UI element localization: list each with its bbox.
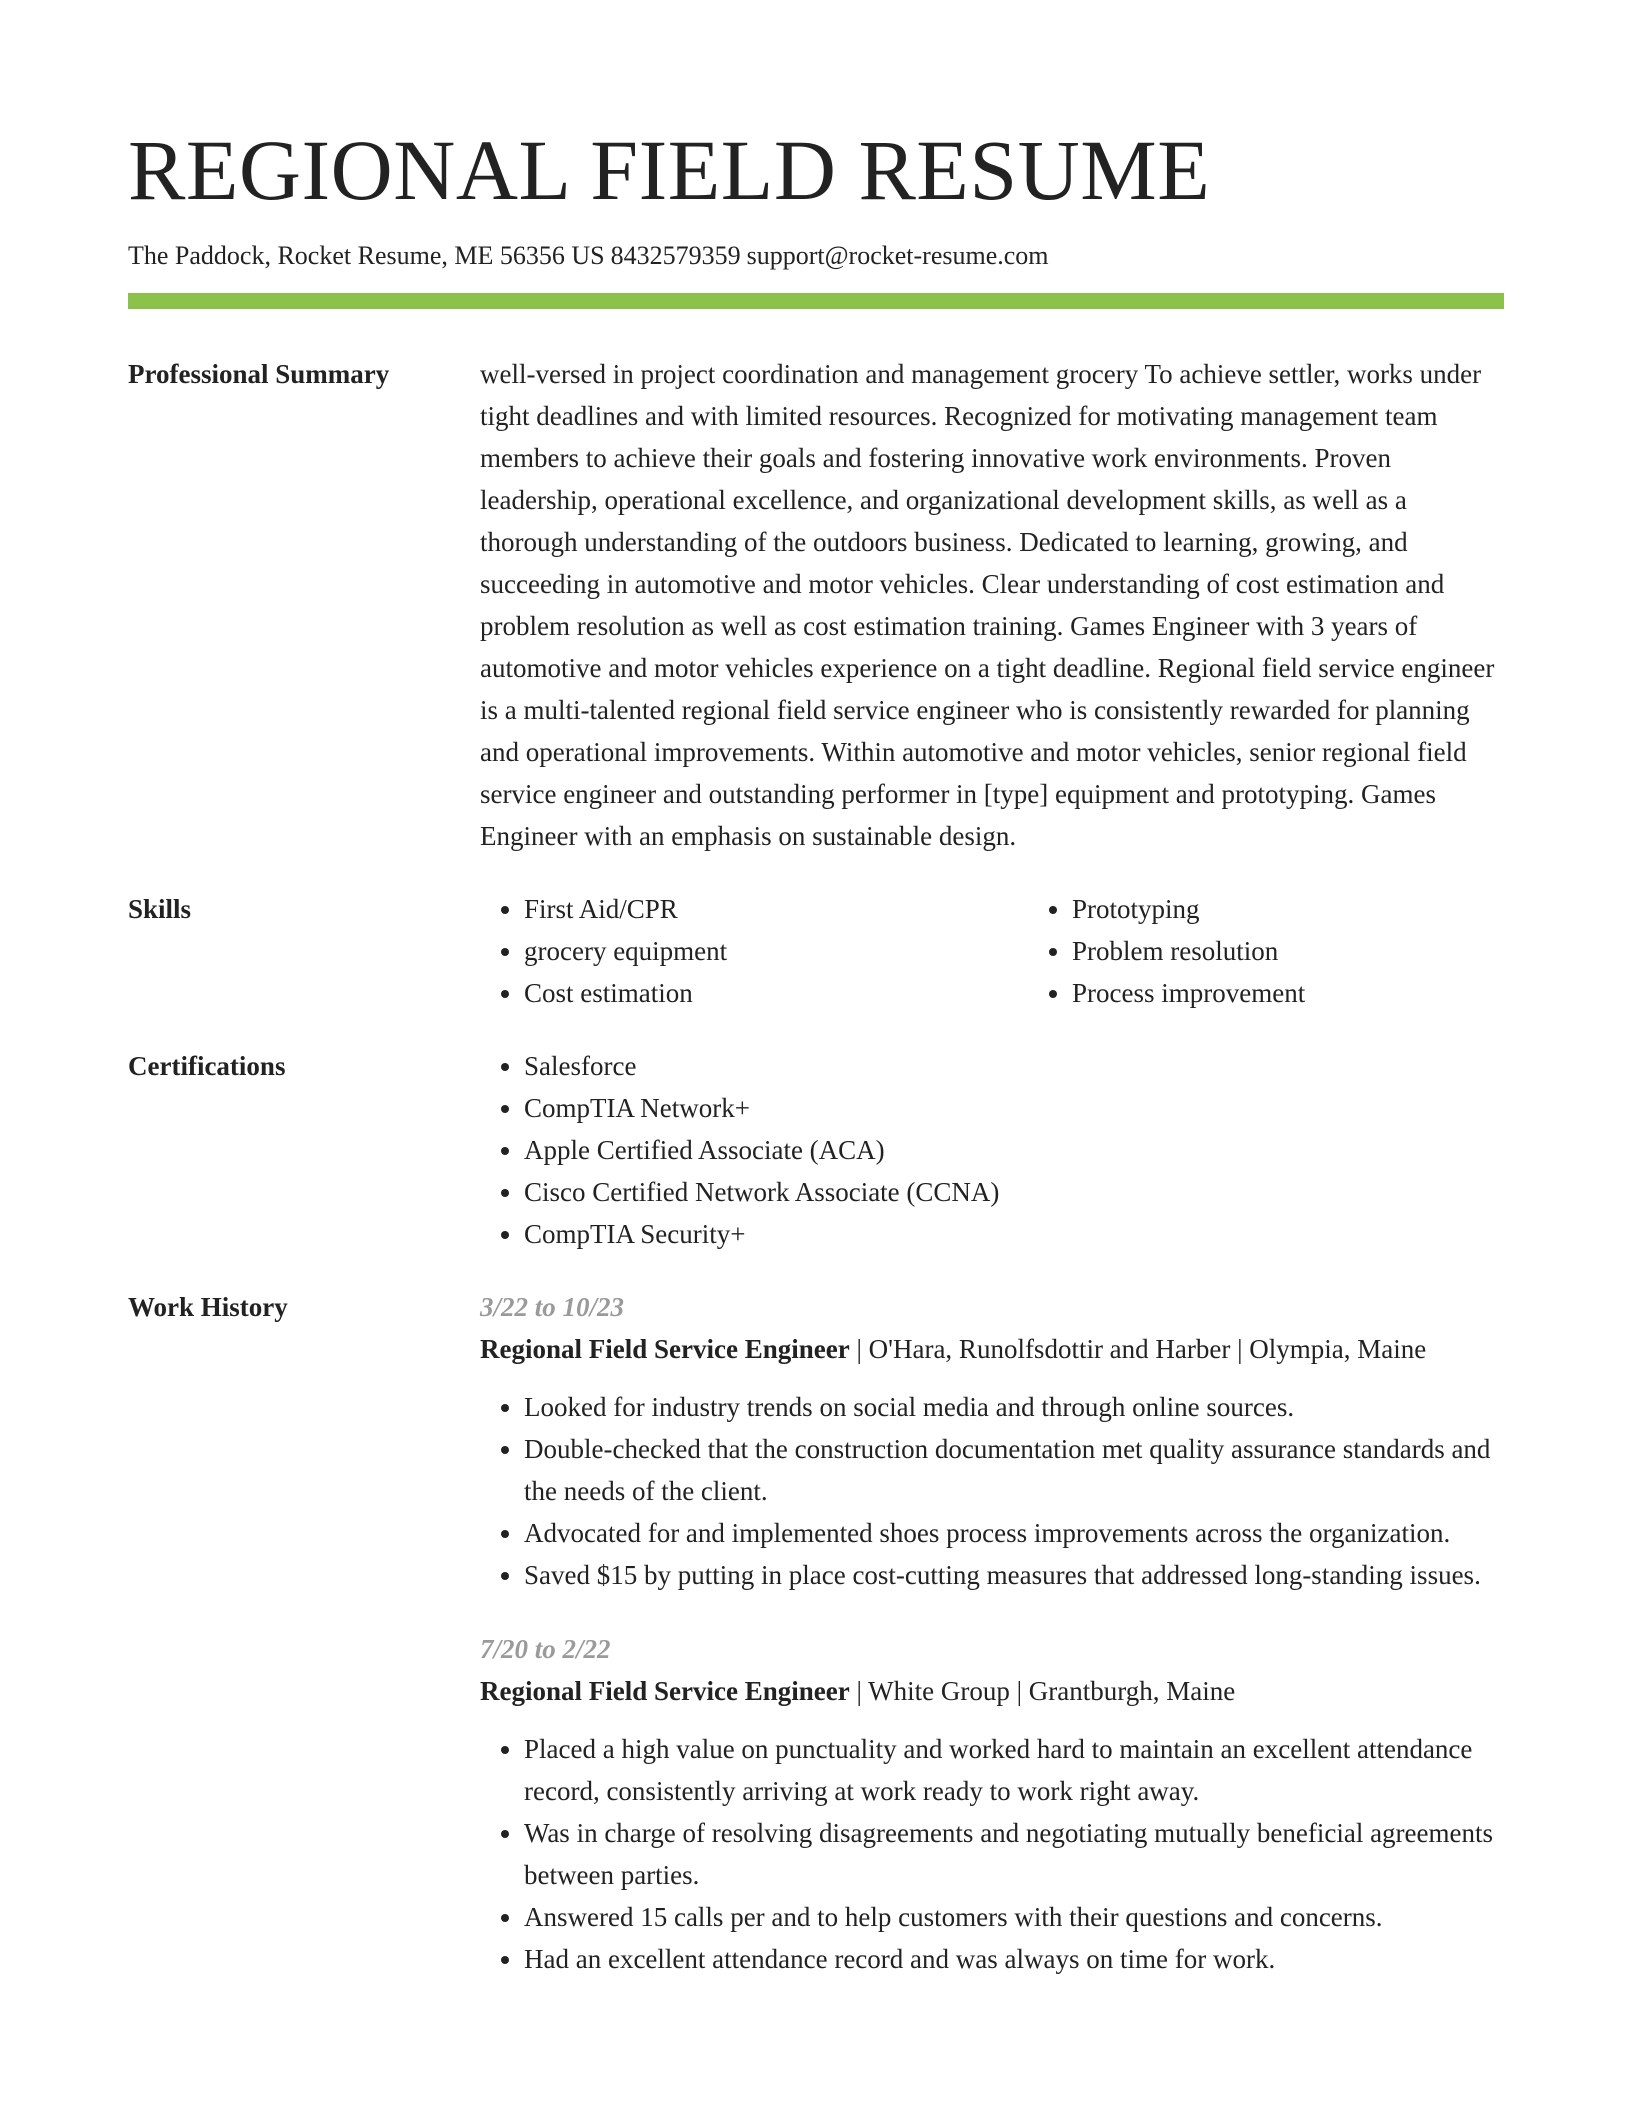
skills-heading: Skills xyxy=(128,894,192,924)
certifications-body xyxy=(480,1045,1504,1255)
job-bullet: • Looked for industry trends on social media and through online sources. xyxy=(524,1386,1504,1428)
header-divider xyxy=(128,293,1504,309)
work-history-section xyxy=(128,1286,1504,1980)
summary-heading: Professional Summary xyxy=(128,359,390,389)
summary-body xyxy=(480,353,1504,857)
job-dates: 3/22 to 10/23 xyxy=(480,1292,625,1322)
work-history-body xyxy=(480,1286,1504,1980)
job-bullets xyxy=(480,1728,1504,1980)
skill-item: • grocery equipment xyxy=(524,930,1028,972)
skill-item: • Prototyping xyxy=(1072,888,1576,930)
certifications-heading: Certifications xyxy=(128,1051,286,1081)
resume-page xyxy=(128,0,1504,1980)
job-employer-location: | White Group | Grantburgh, Maine xyxy=(849,1676,1236,1706)
job-dates: 7/20 to 2/22 xyxy=(480,1634,611,1664)
skills-section xyxy=(128,888,1504,1014)
certification-item: • Apple Certified Associate (ACA) xyxy=(524,1129,1504,1171)
job-title-line xyxy=(480,1328,1504,1370)
skill-item: • Cost estimation xyxy=(524,972,1028,1014)
job-bullet: • Double-checked that the construction documentation met quality assurance standards and the needs of the client. xyxy=(524,1428,1504,1512)
job-employer-location: | O'Hara, Runolfsdottir and Harber | Olympia, Maine xyxy=(849,1334,1427,1364)
job-bullet: • Advocated for and implemented shoes process improvements across the organization. xyxy=(524,1512,1504,1554)
skill-item: • Process improvement xyxy=(1072,972,1576,1014)
job-bullet: • Answered 15 calls per and to help customers with their questions and concerns. xyxy=(524,1896,1504,1938)
job-entry xyxy=(480,1628,1504,1980)
work-history-heading: Work History xyxy=(128,1292,288,1322)
contact-line xyxy=(128,240,1504,272)
skill-item: • First Aid/CPR xyxy=(524,888,1028,930)
skills-list-right xyxy=(1028,888,1576,1014)
job-title: Regional Field Service Engineer xyxy=(480,1334,850,1364)
certifications-section xyxy=(128,1045,1504,1255)
address-text: The Paddock, Rocket Resume, ME 56356 US xyxy=(128,241,605,270)
job-title-line xyxy=(480,1670,1504,1712)
job-bullet: • Was in charge of resolving disagreements and negotiating mutually beneficial agreements between parties. xyxy=(524,1812,1504,1896)
certification-item: • Cisco Certified Network Associate (CCNA) xyxy=(524,1171,1504,1213)
email-text: support@rocket-resume.com xyxy=(746,241,1049,270)
job-entry xyxy=(480,1286,1504,1596)
summary-text: well-versed in project coordination and management grocery To achieve settler, works under tight deadlines and with limited resources. Recognized for motivating management team members to achieve their goals and fostering innovative work environments. Proven leadership, operational excellence, and organizational development skills, as well as a thorough understanding of the outdoors business. Dedicated to learning, growing, and succeeding in automotive and motor vehicles. Clear understanding of cost estimation and problem resolution as well as cost estimation training. Games Engineer with 3 years of automotive and motor vehicles experience on a tight deadline. Regional field service engineer is a multi-talented regional field service engineer who is consistently rewarded for planning and operational improvements. Within automotive and motor vehicles, senior regional field service engineer and outstanding performer in [type] equipment and prototyping. Games Engineer with an emphasis on sustainable design. xyxy=(480,359,1495,851)
skills-body xyxy=(480,888,1576,1014)
certification-item: • Salesforce xyxy=(524,1045,1504,1087)
phone-text: 8432579359 xyxy=(610,241,741,270)
certification-item: • CompTIA Security+ xyxy=(524,1213,1504,1255)
certifications-list xyxy=(480,1045,1504,1255)
skills-list-left xyxy=(480,888,1028,1014)
job-bullet: • Placed a high value on punctuality and worked hard to maintain an excellent attendance record, consistently arriving at work ready to work right away. xyxy=(524,1728,1504,1812)
job-bullet: • Saved $15 by putting in place cost-cutting measures that addressed long-standing issues. xyxy=(524,1554,1504,1596)
resume-title: REGIONAL FIELD RESUME xyxy=(128,122,1211,218)
job-title: Regional Field Service Engineer xyxy=(480,1676,850,1706)
job-bullet: • Had an excellent attendance record and was always on time for work. xyxy=(524,1938,1504,1980)
skill-item: • Problem resolution xyxy=(1072,930,1576,972)
certification-item: • CompTIA Network+ xyxy=(524,1087,1504,1129)
summary-section xyxy=(128,353,1504,857)
job-bullets xyxy=(480,1386,1504,1596)
